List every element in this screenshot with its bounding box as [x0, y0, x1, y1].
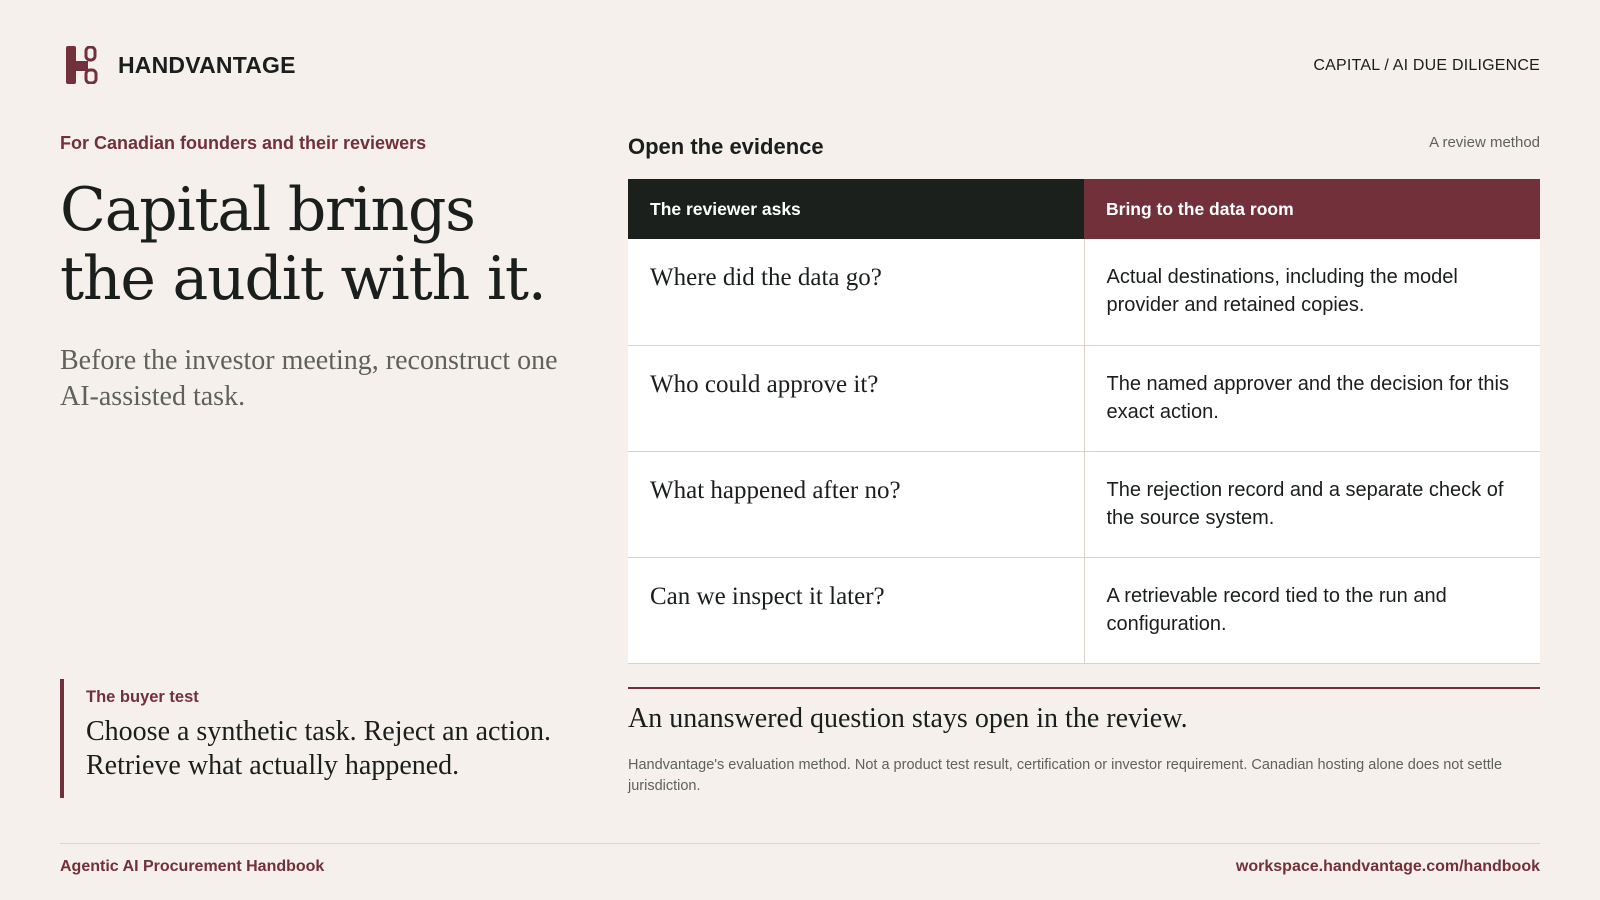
eyebrow: For Canadian founders and their reviewers — [60, 133, 427, 153]
answer-cell: The rejection record and a separate check of the source system. — [1084, 451, 1540, 557]
conclusion: An unanswered question stays open in the review. — [628, 703, 1188, 734]
table-row — [628, 239, 1540, 345]
method-label: A review method — [1429, 134, 1540, 151]
column-header-data-room: Bring to the data room — [1084, 179, 1540, 239]
brand-name: HANDVANTAGE — [118, 51, 296, 78]
question-cell: What happened after no? — [628, 451, 1084, 557]
evidence-title: Open the evidence — [628, 134, 824, 159]
question-cell: Where did the data go? — [628, 239, 1084, 345]
answer-cell: Actual destinations, including the model provider and retained copies. — [1084, 239, 1540, 345]
headline-line-2: the audit with it. — [60, 244, 546, 314]
conclusion-divider — [628, 687, 1540, 689]
footer-handbook-title: Agentic AI Procurement Handbook — [60, 858, 325, 875]
breadcrumb: CAPITAL / AI DUE DILIGENCE — [1313, 57, 1540, 74]
subhead: Before the investor meeting, reconstruct one AI-assisted task. — [60, 345, 558, 412]
footer-divider — [60, 843, 1540, 844]
handvantage-logo-icon — [66, 46, 100, 84]
question-cell: Who could approve it? — [628, 345, 1084, 451]
footer-url-link[interactable]: workspace.handvantage.com/handbook — [1235, 858, 1540, 875]
table-header-row — [628, 179, 1540, 239]
column-header-reviewer-asks: The reviewer asks — [628, 179, 1084, 239]
table-row — [628, 557, 1540, 663]
buyer-test-text: Choose a synthetic task. Reject an action. Retrieve what actually happened. — [86, 716, 551, 781]
table-row — [628, 451, 1540, 557]
answer-cell: A retrievable record tied to the run and configuration. — [1084, 557, 1540, 663]
disclaimer: Handvantage's evaluation method. Not a product test result, certification or investor requirement. Canadian hosting alone does not settle jurisdiction. — [628, 757, 1503, 794]
page-title — [60, 176, 580, 314]
answer-cell: The named approver and the decision for this exact action. — [1084, 345, 1540, 451]
question-cell: Can we inspect it later? — [628, 557, 1084, 663]
brand — [66, 46, 296, 84]
buyer-test-label: The buyer test — [86, 688, 199, 706]
headline-line-1: Capital brings — [60, 175, 475, 245]
table-row — [628, 345, 1540, 451]
evidence-table — [628, 179, 1540, 664]
buyer-test-callout — [60, 679, 580, 798]
